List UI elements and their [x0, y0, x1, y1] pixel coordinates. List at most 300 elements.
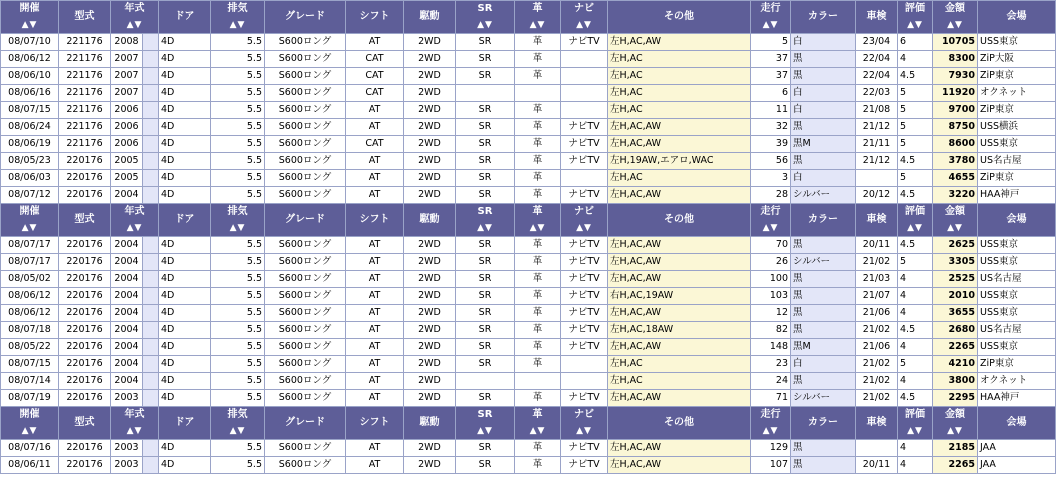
- cell-venue: USS東京: [978, 237, 1056, 254]
- cell-rating: 5: [898, 170, 933, 187]
- year-spacer-cell: [143, 136, 159, 153]
- cell-year: 2004: [111, 305, 143, 322]
- column-header-label: 車検: [866, 11, 887, 22]
- cell-inspection: 20/11: [856, 457, 898, 474]
- sort-arrows-icon[interactable]: ▲▼: [907, 20, 923, 30]
- column-header-label: 評価: [905, 3, 925, 14]
- sort-arrows-icon[interactable]: ▲▼: [21, 426, 38, 436]
- cell-mileage: 26: [751, 254, 791, 271]
- cell-venue: HAA神戸: [978, 390, 1056, 407]
- cell-door: 4D: [159, 373, 211, 390]
- column-header-displacement[interactable]: [211, 1, 265, 34]
- sort-arrows-icon[interactable]: ▲▼: [529, 223, 546, 233]
- cell-door: 4D: [159, 51, 211, 68]
- cell-other: 左H,AC,AW: [608, 271, 751, 288]
- cell-model-code: 221176: [59, 136, 111, 153]
- sort-arrows-icon[interactable]: ▲▼: [529, 20, 546, 30]
- column-header-date[interactable]: [1, 1, 59, 34]
- cell-door: 4D: [159, 153, 211, 170]
- table-row[interactable]: [1, 390, 1056, 407]
- cell-displacement: 5.5: [211, 305, 265, 322]
- column-header-leather[interactable]: [515, 204, 561, 237]
- cell-drive: 2WD: [404, 339, 456, 356]
- table-row[interactable]: [1, 102, 1056, 119]
- cell-year: 2004: [111, 288, 143, 305]
- cell-grade: S600ロング: [265, 187, 346, 204]
- cell-venue: JAA: [978, 440, 1056, 457]
- cell-inspection: 21/03: [856, 271, 898, 288]
- cell-displacement: 5.5: [211, 187, 265, 204]
- cell-door: 4D: [159, 136, 211, 153]
- cell-grade: S600ロング: [265, 68, 346, 85]
- cell-venue: JAA: [978, 457, 1056, 474]
- cell-navi: ナビTV: [561, 390, 608, 407]
- cell-venue: US名古屋: [978, 271, 1056, 288]
- cell-navi: ナビTV: [561, 440, 608, 457]
- cell-color: シルバー: [791, 390, 856, 407]
- cell-date: 08/07/18: [1, 322, 59, 339]
- cell-date: 08/07/19: [1, 390, 59, 407]
- sort-arrows-icon[interactable]: ▲▼: [576, 426, 592, 436]
- column-header-displacement[interactable]: [211, 407, 265, 440]
- cell-door: 4D: [159, 390, 211, 407]
- table-row[interactable]: [1, 322, 1056, 339]
- column-header-label: カラー: [808, 417, 838, 428]
- table-row[interactable]: [1, 136, 1056, 153]
- cell-grade: S600ロング: [265, 51, 346, 68]
- cell-inspection: 21/06: [856, 305, 898, 322]
- cell-mileage: 100: [751, 271, 791, 288]
- column-header-label: 革: [532, 3, 543, 14]
- cell-displacement: 5.5: [211, 457, 265, 474]
- column-header-mileage[interactable]: [751, 407, 791, 440]
- table-row[interactable]: [1, 339, 1056, 356]
- cell-other: 左H,AC: [608, 51, 751, 68]
- cell-grade: S600ロング: [265, 339, 346, 356]
- column-header-date[interactable]: [1, 204, 59, 237]
- cell-color: 黒: [791, 373, 856, 390]
- cell-date: 08/07/14: [1, 373, 59, 390]
- cell-sunroof: [456, 85, 515, 102]
- sort-arrows-icon[interactable]: ▲▼: [907, 223, 923, 233]
- column-header-rating[interactable]: [898, 407, 933, 440]
- cell-venue: ZiP東京: [978, 102, 1056, 119]
- cell-rating: 5: [898, 102, 933, 119]
- cell-sunroof: SR: [456, 136, 515, 153]
- cell-mileage: 32: [751, 119, 791, 136]
- column-header-sunroof[interactable]: [456, 1, 515, 34]
- cell-year: 2004: [111, 322, 143, 339]
- cell-color: 黒M: [791, 339, 856, 356]
- cell-drive: 2WD: [404, 440, 456, 457]
- cell-model-code: 220176: [59, 339, 111, 356]
- sort-arrows-icon[interactable]: ▲▼: [126, 223, 143, 233]
- sort-arrows-icon[interactable]: ▲▼: [947, 223, 963, 233]
- table-row[interactable]: [1, 68, 1056, 85]
- cell-model-code: 220176: [59, 288, 111, 305]
- column-header-price[interactable]: [933, 1, 978, 34]
- cell-date: 08/06/19: [1, 136, 59, 153]
- cell-other: 左H,AC,AW: [608, 187, 751, 204]
- sort-arrows-icon[interactable]: ▲▼: [126, 426, 143, 436]
- sort-arrows-icon[interactable]: ▲▼: [947, 426, 963, 436]
- table-row[interactable]: [1, 271, 1056, 288]
- sort-arrows-icon[interactable]: ▲▼: [576, 20, 592, 30]
- cell-inspection: 22/03: [856, 85, 898, 102]
- table-row[interactable]: [1, 305, 1056, 322]
- cell-door: 4D: [159, 68, 211, 85]
- cell-price: 9700: [933, 102, 978, 119]
- sort-arrows-icon[interactable]: ▲▼: [229, 20, 246, 30]
- sort-arrows-icon[interactable]: ▲▼: [762, 20, 779, 30]
- cell-rating: 4.5: [898, 390, 933, 407]
- cell-leather: 革: [515, 153, 561, 170]
- cell-shift: AT: [346, 254, 404, 271]
- column-header-label: ドア: [174, 417, 195, 428]
- cell-date: 08/06/12: [1, 288, 59, 305]
- cell-mileage: 129: [751, 440, 791, 457]
- cell-date: 08/06/11: [1, 457, 59, 474]
- column-header-displacement[interactable]: [211, 204, 265, 237]
- cell-venue: ZiP東京: [978, 356, 1056, 373]
- sort-arrows-icon[interactable]: ▲▼: [576, 223, 592, 233]
- cell-year: 2003: [111, 457, 143, 474]
- cell-shift: AT: [346, 373, 404, 390]
- cell-mileage: 82: [751, 322, 791, 339]
- table-row[interactable]: [1, 85, 1056, 102]
- header-row: [1, 407, 1056, 440]
- table-row[interactable]: [1, 34, 1056, 51]
- cell-price: 2265: [933, 457, 978, 474]
- cell-date: 08/05/23: [1, 153, 59, 170]
- cell-year: 2004: [111, 356, 143, 373]
- column-header-price[interactable]: [933, 204, 978, 237]
- cell-price: 3655: [933, 305, 978, 322]
- column-header-rating[interactable]: [898, 204, 933, 237]
- cell-year: 2007: [111, 85, 143, 102]
- cell-color: 黒M: [791, 136, 856, 153]
- cell-date: 08/06/12: [1, 51, 59, 68]
- cell-color: 白: [791, 170, 856, 187]
- cell-shift: AT: [346, 339, 404, 356]
- sort-arrows-icon[interactable]: ▲▼: [477, 223, 493, 233]
- column-header-label: カラー: [808, 214, 838, 225]
- column-header-navi[interactable]: [561, 1, 608, 34]
- year-spacer-cell: [143, 356, 159, 373]
- cell-navi: [561, 170, 608, 187]
- cell-date: 08/07/10: [1, 34, 59, 51]
- cell-other: 左H,AC,AW: [608, 457, 751, 474]
- column-header-year[interactable]: [111, 204, 159, 237]
- cell-drive: 2WD: [404, 102, 456, 119]
- table-row[interactable]: [1, 153, 1056, 170]
- column-header-label: グレード: [285, 214, 325, 225]
- cell-drive: 2WD: [404, 170, 456, 187]
- column-header-color: [791, 204, 856, 237]
- table-row[interactable]: [1, 119, 1056, 136]
- cell-navi: [561, 102, 608, 119]
- cell-other: 左H,19AW,エアロ,WAC: [608, 153, 751, 170]
- sort-arrows-icon[interactable]: ▲▼: [21, 223, 38, 233]
- cell-inspection: 23/04: [856, 34, 898, 51]
- column-header-year[interactable]: [111, 407, 159, 440]
- cell-navi: ナビTV: [561, 271, 608, 288]
- column-header-rating[interactable]: [898, 1, 933, 34]
- sort-arrows-icon[interactable]: ▲▼: [529, 426, 546, 436]
- column-header-venue: [978, 407, 1056, 440]
- cell-venue: USS東京: [978, 254, 1056, 271]
- cell-color: 黒: [791, 440, 856, 457]
- sort-arrows-icon[interactable]: ▲▼: [762, 223, 779, 233]
- cell-model-code: 220176: [59, 373, 111, 390]
- cell-year: 2006: [111, 102, 143, 119]
- cell-rating: 5: [898, 119, 933, 136]
- cell-model-code: 220176: [59, 271, 111, 288]
- cell-door: 4D: [159, 356, 211, 373]
- cell-color: 黒: [791, 153, 856, 170]
- cell-door: 4D: [159, 305, 211, 322]
- column-header-navi[interactable]: [561, 407, 608, 440]
- cell-model-code: 221176: [59, 51, 111, 68]
- column-header-leather[interactable]: [515, 1, 561, 34]
- cell-door: 4D: [159, 322, 211, 339]
- cell-drive: 2WD: [404, 51, 456, 68]
- cell-grade: S600ロング: [265, 356, 346, 373]
- year-spacer-cell: [143, 440, 159, 457]
- column-header-inspection: [856, 407, 898, 440]
- year-spacer-cell: [143, 271, 159, 288]
- cell-year: 2004: [111, 237, 143, 254]
- sort-arrows-icon[interactable]: ▲▼: [477, 20, 493, 30]
- cell-model-code: 220176: [59, 356, 111, 373]
- table-row[interactable]: [1, 440, 1056, 457]
- column-header-drive: [404, 407, 456, 440]
- table-row[interactable]: [1, 237, 1056, 254]
- cell-shift: AT: [346, 322, 404, 339]
- table-row[interactable]: [1, 373, 1056, 390]
- column-header-year[interactable]: [111, 1, 159, 34]
- column-header-shift: [346, 407, 404, 440]
- cell-shift: AT: [346, 187, 404, 204]
- cell-drive: 2WD: [404, 34, 456, 51]
- sort-arrows-icon[interactable]: ▲▼: [21, 20, 38, 30]
- column-header-mileage[interactable]: [751, 204, 791, 237]
- cell-other: 左H,AC,AW: [608, 119, 751, 136]
- cell-venue: ZiP東京: [978, 170, 1056, 187]
- table-row[interactable]: [1, 51, 1056, 68]
- sort-arrows-icon[interactable]: ▲▼: [907, 426, 923, 436]
- cell-mileage: 39: [751, 136, 791, 153]
- cell-date: 08/07/15: [1, 102, 59, 119]
- cell-grade: S600ロング: [265, 102, 346, 119]
- cell-mileage: 56: [751, 153, 791, 170]
- cell-grade: S600ロング: [265, 271, 346, 288]
- cell-navi: ナビTV: [561, 457, 608, 474]
- cell-rating: 4.5: [898, 68, 933, 85]
- cell-venue: オクネット: [978, 85, 1056, 102]
- cell-door: 4D: [159, 271, 211, 288]
- cell-shift: AT: [346, 440, 404, 457]
- year-spacer-cell: [143, 153, 159, 170]
- column-header-label: その他: [664, 417, 694, 428]
- column-header-sunroof[interactable]: [456, 407, 515, 440]
- cell-other: 左H,AC: [608, 373, 751, 390]
- cell-drive: 2WD: [404, 457, 456, 474]
- table-row[interactable]: [1, 170, 1056, 187]
- sort-arrows-icon[interactable]: ▲▼: [947, 20, 963, 30]
- sort-arrows-icon[interactable]: ▲▼: [126, 20, 143, 30]
- cell-displacement: 5.5: [211, 373, 265, 390]
- cell-leather: 革: [515, 271, 561, 288]
- cell-other: 左H,AC,AW: [608, 305, 751, 322]
- cell-drive: 2WD: [404, 153, 456, 170]
- cell-other: 左H,AC: [608, 85, 751, 102]
- column-header-label: 型式: [74, 417, 95, 428]
- year-spacer-cell: [143, 288, 159, 305]
- cell-mileage: 5: [751, 34, 791, 51]
- column-header-shift: [346, 204, 404, 237]
- cell-year: 2007: [111, 68, 143, 85]
- cell-drive: 2WD: [404, 237, 456, 254]
- cell-displacement: 5.5: [211, 356, 265, 373]
- table-row[interactable]: [1, 288, 1056, 305]
- table-row[interactable]: [1, 254, 1056, 271]
- cell-model-code: 220176: [59, 153, 111, 170]
- year-spacer-cell: [143, 68, 159, 85]
- cell-leather: 革: [515, 288, 561, 305]
- cell-year: 2003: [111, 440, 143, 457]
- cell-other: 左H,AC,AW: [608, 237, 751, 254]
- cell-price: 2625: [933, 237, 978, 254]
- cell-grade: S600ロング: [265, 254, 346, 271]
- column-header-label: ナビ: [574, 3, 594, 14]
- column-header-date[interactable]: [1, 407, 59, 440]
- cell-grade: S600ロング: [265, 305, 346, 322]
- cell-displacement: 5.5: [211, 119, 265, 136]
- cell-sunroof: SR: [456, 457, 515, 474]
- cell-other: 左H,AC,AW: [608, 440, 751, 457]
- cell-displacement: 5.5: [211, 339, 265, 356]
- cell-navi: ナビTV: [561, 136, 608, 153]
- cell-color: 黒: [791, 288, 856, 305]
- cell-navi: [561, 85, 608, 102]
- cell-price: 2525: [933, 271, 978, 288]
- cell-displacement: 5.5: [211, 288, 265, 305]
- table-row[interactable]: [1, 356, 1056, 373]
- column-header-grade: [265, 204, 346, 237]
- cell-price: 3800: [933, 373, 978, 390]
- column-header-leather[interactable]: [515, 407, 561, 440]
- cell-inspection: 21/07: [856, 288, 898, 305]
- cell-leather: [515, 373, 561, 390]
- sort-arrows-icon[interactable]: ▲▼: [477, 426, 493, 436]
- sort-arrows-icon[interactable]: ▲▼: [229, 426, 246, 436]
- cell-sunroof: SR: [456, 119, 515, 136]
- cell-drive: 2WD: [404, 322, 456, 339]
- cell-rating: 6: [898, 34, 933, 51]
- cell-navi: ナビTV: [561, 237, 608, 254]
- cell-grade: S600ロング: [265, 170, 346, 187]
- cell-venue: US名古屋: [978, 153, 1056, 170]
- cell-rating: 4.5: [898, 153, 933, 170]
- table-row[interactable]: [1, 457, 1056, 474]
- column-header-drive: [404, 204, 456, 237]
- column-header-price[interactable]: [933, 407, 978, 440]
- sort-arrows-icon[interactable]: ▲▼: [762, 426, 779, 436]
- cell-shift: AT: [346, 153, 404, 170]
- cell-date: 08/06/03: [1, 170, 59, 187]
- cell-mileage: 11: [751, 102, 791, 119]
- cell-leather: 革: [515, 457, 561, 474]
- cell-displacement: 5.5: [211, 170, 265, 187]
- cell-sunroof: SR: [456, 390, 515, 407]
- cell-other: 右H,AC,19AW: [608, 288, 751, 305]
- cell-mileage: 12: [751, 305, 791, 322]
- cell-venue: HAA神戸: [978, 187, 1056, 204]
- cell-model-code: 220176: [59, 170, 111, 187]
- cell-door: 4D: [159, 339, 211, 356]
- cell-venue: USS東京: [978, 339, 1056, 356]
- cell-year: 2003: [111, 390, 143, 407]
- cell-navi: ナビTV: [561, 187, 608, 204]
- column-header-sunroof[interactable]: [456, 204, 515, 237]
- cell-price: 4210: [933, 356, 978, 373]
- cell-sunroof: SR: [456, 322, 515, 339]
- sort-arrows-icon[interactable]: ▲▼: [229, 223, 246, 233]
- cell-door: 4D: [159, 237, 211, 254]
- cell-model-code: 220176: [59, 254, 111, 271]
- cell-inspection: 21/02: [856, 390, 898, 407]
- column-header-label: 型式: [74, 11, 95, 22]
- cell-sunroof: SR: [456, 34, 515, 51]
- cell-color: シルバー: [791, 187, 856, 204]
- column-header-label: 金額: [945, 3, 965, 14]
- cell-sunroof: SR: [456, 170, 515, 187]
- cell-leather: [515, 85, 561, 102]
- cell-price: 2265: [933, 339, 978, 356]
- cell-grade: S600ロング: [265, 288, 346, 305]
- cell-navi: [561, 356, 608, 373]
- column-header-label: 開催: [19, 206, 40, 217]
- cell-venue: USS東京: [978, 288, 1056, 305]
- cell-shift: AT: [346, 102, 404, 119]
- cell-model-code: 220176: [59, 322, 111, 339]
- year-spacer-cell: [143, 254, 159, 271]
- cell-sunroof: SR: [456, 339, 515, 356]
- column-header-label: シフト: [359, 11, 390, 22]
- column-header-navi[interactable]: [561, 204, 608, 237]
- column-header-color: [791, 1, 856, 34]
- cell-venue: USS東京: [978, 305, 1056, 322]
- cell-leather: 革: [515, 339, 561, 356]
- column-header-model-code: [59, 1, 111, 34]
- column-header-mileage[interactable]: [751, 1, 791, 34]
- cell-door: 4D: [159, 457, 211, 474]
- table-row[interactable]: [1, 187, 1056, 204]
- column-header-grade: [265, 407, 346, 440]
- cell-date: 08/07/17: [1, 237, 59, 254]
- year-spacer-cell: [143, 119, 159, 136]
- column-header-label: 会場: [1006, 214, 1027, 225]
- header-row: [1, 204, 1056, 237]
- cell-mileage: 103: [751, 288, 791, 305]
- cell-shift: AT: [346, 356, 404, 373]
- cell-price: 11920: [933, 85, 978, 102]
- cell-shift: AT: [346, 288, 404, 305]
- column-header-other: [608, 1, 751, 34]
- cell-price: 10705: [933, 34, 978, 51]
- cell-model-code: 221176: [59, 102, 111, 119]
